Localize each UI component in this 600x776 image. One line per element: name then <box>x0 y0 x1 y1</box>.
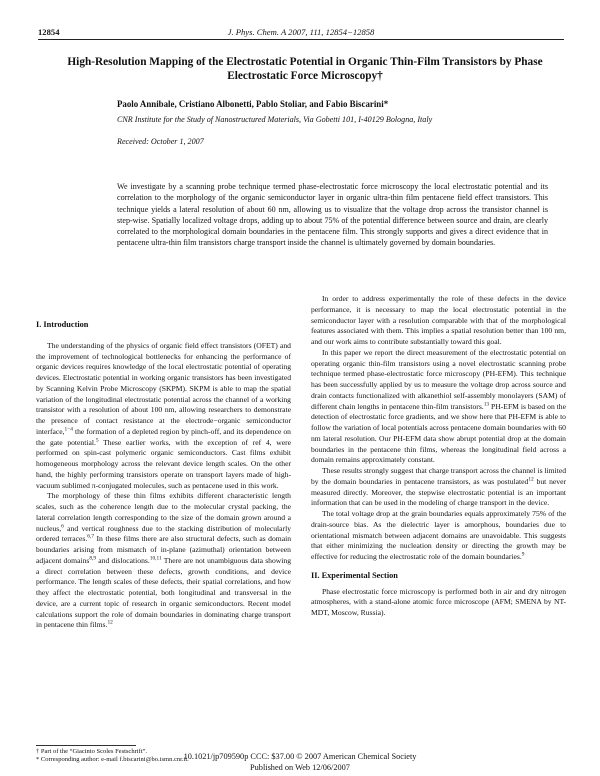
citation-ref: 6,7 <box>87 533 95 540</box>
paragraph: The total voltage drop at the grain boundaries equals approximately 75% of the drain-source bias. As the dielectric layer is amorphous, boundaries due to orientational mismatch between adjacent domains are unavoidable. This suggests that either minimizing the nucleation density or directing the growth may be effective for reducing the electrostatic role of the domain boundaries.$^9$ <box>311 509 566 561</box>
left-column <box>36 320 291 631</box>
citation-ref: 12 <box>107 619 113 626</box>
article-title: High-Resolution Mapping of the Electrostatic Potential in Organic Thin-Film Transistors by Phase Electrostatic Force Microscopy† <box>67 56 543 83</box>
doi-copyright: 10.1021/jp709590p CCC: $37.00 © 2007 American Chemical Society <box>183 752 417 761</box>
citation-ref: 6 <box>61 522 64 529</box>
page-number: 12854 <box>38 27 60 37</box>
abstract: We investigate by a scanning probe technique termed phase-electrostatic force microscopy the local electrostatic potential and its correlation to the morphology of the organic semiconductor layer in organic ultra-thin film pentacene field effect transistors. This technique yields a lateral resolution of about 60 nm, allowing us to visualize that the voltage drop across the transistor channel is step-wise. Spatially localized voltage drops, adding up to about 75% of the potential difference between source and drain, are clearly correlated to the morphological domain boundaries in the pentacene film. This strongly supports and gives a direct evidence that in pentacene ultra-thin film transistors charge transport inside the channel is ultimately governed by domain boundaries. <box>117 182 548 248</box>
paragraph: The understanding of the physics of organic field effect transistors (OFET) and the improvement of technological bottlenecks for enhancing the performance of organic devices requires knowledge of the local electrostatic potential of operating devices. Electrostatic potential in working organic transistors has been investigated by Scanning Kelvin Probe Microscopy (SKPM). SKPM is able to map the spatial variation of the longitudinal electrostatic potential across the channel of a working transistor with a resolution of about 100 nm, allowing researchers to demonstrate the presence of contact resistance at the electrode−organic semiconductor interface,$^{1-4}$ the formation of a depleted region by pinch-off, and its dependence on the gate potential.$^5$ These earlier works, with the exception of ref 4, were performed on spin-cast polymeric organic semiconductors. Cast films exhibit homogeneous morphology across the relevant device length scales. On the other hand, the highly performing transistors operate on transport layers made of high-vacuum sublimed π-conjugated molecules, such as pentacene used in this work. <box>36 340 291 490</box>
paragraph: The morphology of these thin films exhibits different characteristic length scales, such as the coherence length due to the molecular crystal packing, the lateral correlation length corresponding to the size of the domain grown around a nucleus,$^6$ and vertical roughness due to the stacking distribution of molecularly ordered terraces.$^{6,7}$ In these films there are also structural defects, such as domain boundaries arising from mismatch of in-plane (azimuthal) orientation between adjacent domains$^{8,9}$ and dislocations.$^{10,11}$ There are not unambiguous data showing a direct correlation between these defects, growth conditions, and device performance. The length scales of these defects, their spatial correlations, and how they affect the electrostatic potential, both longitudinal and transversal in the device, are a current topic of research in organic semiconductors. Recent model calculations support the role of domain boundaries in dominating charge transport in pentacene thin films.$^{12}$ <box>36 491 291 630</box>
running-header <box>38 27 564 39</box>
footnote-corresponding-author: * Corresponding author: e-mail f.biscarini@bo.ismn.cnr.it. <box>36 756 189 764</box>
citation-ref: 9 <box>521 551 525 558</box>
footnote-rule <box>36 745 136 746</box>
citation-ref: 10,11 <box>149 555 162 562</box>
paragraph: These results strongly suggest that charge transport across the channel is limited by the domain boundaries in pentacene transistors, as was postulated$^{12}$ but never measured directly. Moreover, the stepwise electrostatic potential is an important information that can be used in the modeling of charge transport in the device. <box>311 466 566 508</box>
citation-ref: 12 <box>528 476 534 483</box>
section-heading-experimental: II. Experimental Section <box>311 570 398 580</box>
paragraph: In order to address experimentally the role of these defects in the device performance, it is necessary to map the local electrostatic potential in the semiconductor layer with a resolution comparable with that of the morphological features associated with them. This implies a spatial resolution better than 100 nm, and our work aims to contribute substantially toward this goal. <box>311 294 566 346</box>
page-footer <box>40 752 560 773</box>
journal-citation: J. Phys. Chem. A 2007, 111, 12854−12858 <box>227 27 375 37</box>
section-heading-introduction: I. Introduction <box>36 320 89 329</box>
paragraph: In this paper we report the direct measurement of the electrostatic potential on operating organic thin-film transistors using a novel electrostatic scanning probe technique termed phase-electrostatic force microscopy (PH-EFM). This technique has been successfully applied by us to measure the voltage drop across source and drain contacts functionalized with alkanethiol self-assembly monolayers (SAM) of different chain lengths in pentacene thin-film transistors.$^{13}$ PH-EFM is based on the detection of electrostatic force gradients, and we show here that PH-EFM is able to follow the variation of local potentials across pentacene domain boundaries with 60 nm lateral resolution. Our PH-EFM data show abrupt potential drop at the domain boundaries in the pentacene thin films, whereas the longitudinal field across a domain remains approximately constant. <box>311 347 566 465</box>
citation-ref: 8,9 <box>89 555 97 562</box>
citation-ref: 5 <box>95 436 99 443</box>
affiliation: CNR Institute for the Study of Nanostructured Materials, Via Gobetti 101, I-40129 Bologna, Italy <box>117 115 433 124</box>
received-date: Received: October 1, 2007 <box>117 137 204 146</box>
header-rule <box>38 39 564 40</box>
right-column <box>311 294 566 619</box>
footnote-festschrift: † Part of the “Giacinto Scoles Festschrift”. <box>36 748 148 755</box>
paragraph: Phase electrostatic force microscopy is performed both in air and dry nitrogen atmospheres, with a stand-alone atomic force microscope (AFM; SMENA by NT-MDT, Moscow, Russia). <box>311 586 566 617</box>
citation-ref: 1−4 <box>64 426 73 433</box>
publication-date: Published on Web 12/06/2007 <box>250 762 350 772</box>
author-list: Paolo Annibale, Cristiano Albonetti, Pablo Stoliar, and Fabio Biscarini* <box>117 99 389 109</box>
citation-ref: 13 <box>483 400 490 407</box>
